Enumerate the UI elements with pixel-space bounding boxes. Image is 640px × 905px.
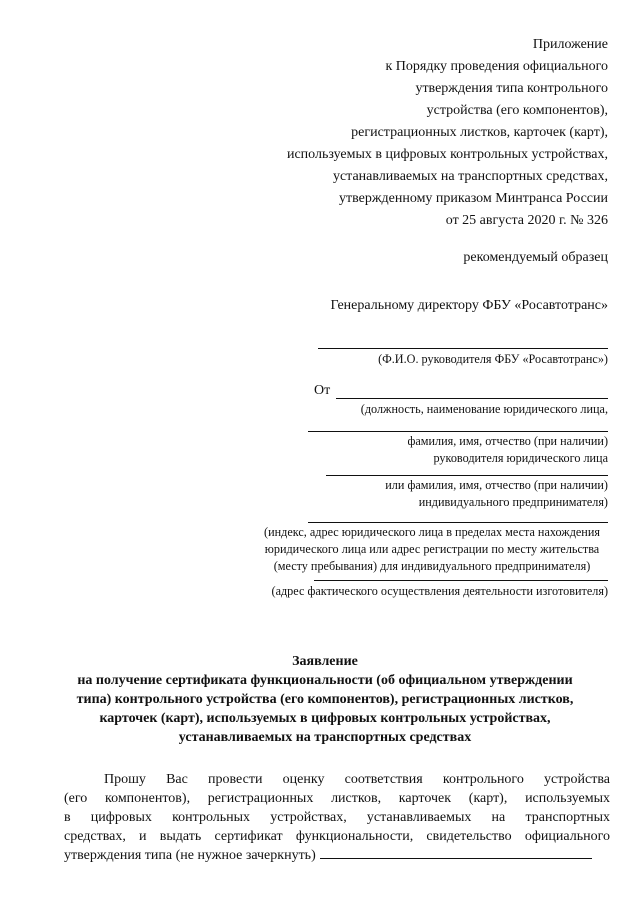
from-caption: (должность, наименование юридического лица, [360,402,608,416]
entrepreneur-caption: или фамилия, имя, отчество (при наличии) [385,478,608,492]
application-title [40,652,610,747]
header-line: к Порядку проведения официального [385,59,608,74]
body-line: утверждения типа (не нужное зачеркнуть) [64,848,316,863]
director-fio-caption-2: руководителя юридического лица [433,451,608,465]
header-line: Приложение [532,37,608,52]
director-fio-caption: фамилия, имя, отчество (при наличии) [407,434,608,448]
addressee: Генеральному директору ФБУ «Росавтотранс» [330,298,608,313]
header-line: от 25 августа 2020 г. № 326 [445,213,608,228]
from-label: От [314,383,331,398]
address-caption-3: (месту пребывания) для индивидуального предпринимателя) [273,559,591,573]
header-line: утвержденному приказом Минтранса России [338,191,608,206]
application-body [64,770,610,865]
header-line: утверждения типа контрольного [415,81,608,96]
sample-label: рекомендуемый образец [463,250,608,265]
header-line: устройства (его компонентов), [426,103,608,118]
title-line: на получение сертификата функциональности (об официальном утверждении [77,673,573,688]
director-fio-field[interactable] [308,431,608,432]
title-line: устанавливаемых на транспортных средствах [178,730,472,745]
actual-address-caption: (адрес фактического осуществления деятельности изготовителя) [271,584,608,598]
title-line: Заявление [292,654,358,669]
address-caption-2: юридического лица или адрес регистрации по месту жительства [264,542,600,556]
address-field[interactable] [308,522,608,523]
title-line: карточек (карт), используемых в цифровых контрольных устройствах, [99,711,551,726]
body-line: (его компонентов), регистрационных листков, карточек (карт), используемых [64,791,610,806]
entrepreneur-caption-2: индивидуального предпринимателя) [418,495,608,509]
type-choice-field[interactable] [320,846,592,859]
director-name-field[interactable] [318,348,608,349]
from-field[interactable] [336,398,608,399]
body-line: средствах, и выдать сертификат функциональности, свидетельство официального [64,829,610,844]
header-line: регистрационных листков, карточек (карт), [351,125,608,140]
header-line: используемых в цифровых контрольных устройствах, [286,147,608,162]
title-line: типа) контрольного устройства (его компонентов), регистрационных листков, [76,692,574,707]
address-caption: (индекс, адрес юридического лица в пределах места нахождения [264,525,600,539]
body-line: в цифровых контрольных устройствах, устанавливаемых на транспортных [64,810,610,825]
actual-address-field[interactable] [314,580,608,581]
entrepreneur-fio-field[interactable] [326,475,608,476]
body-line: Прошу Вас провести оценку соответствия контрольного устройства [104,772,610,787]
appendix-header [188,34,608,232]
header-line: устанавливаемых на транспортных средствах, [332,169,608,184]
director-caption: (Ф.И.О. руководителя ФБУ «Росавтотранс») [378,352,608,366]
body-last-line [64,846,610,865]
